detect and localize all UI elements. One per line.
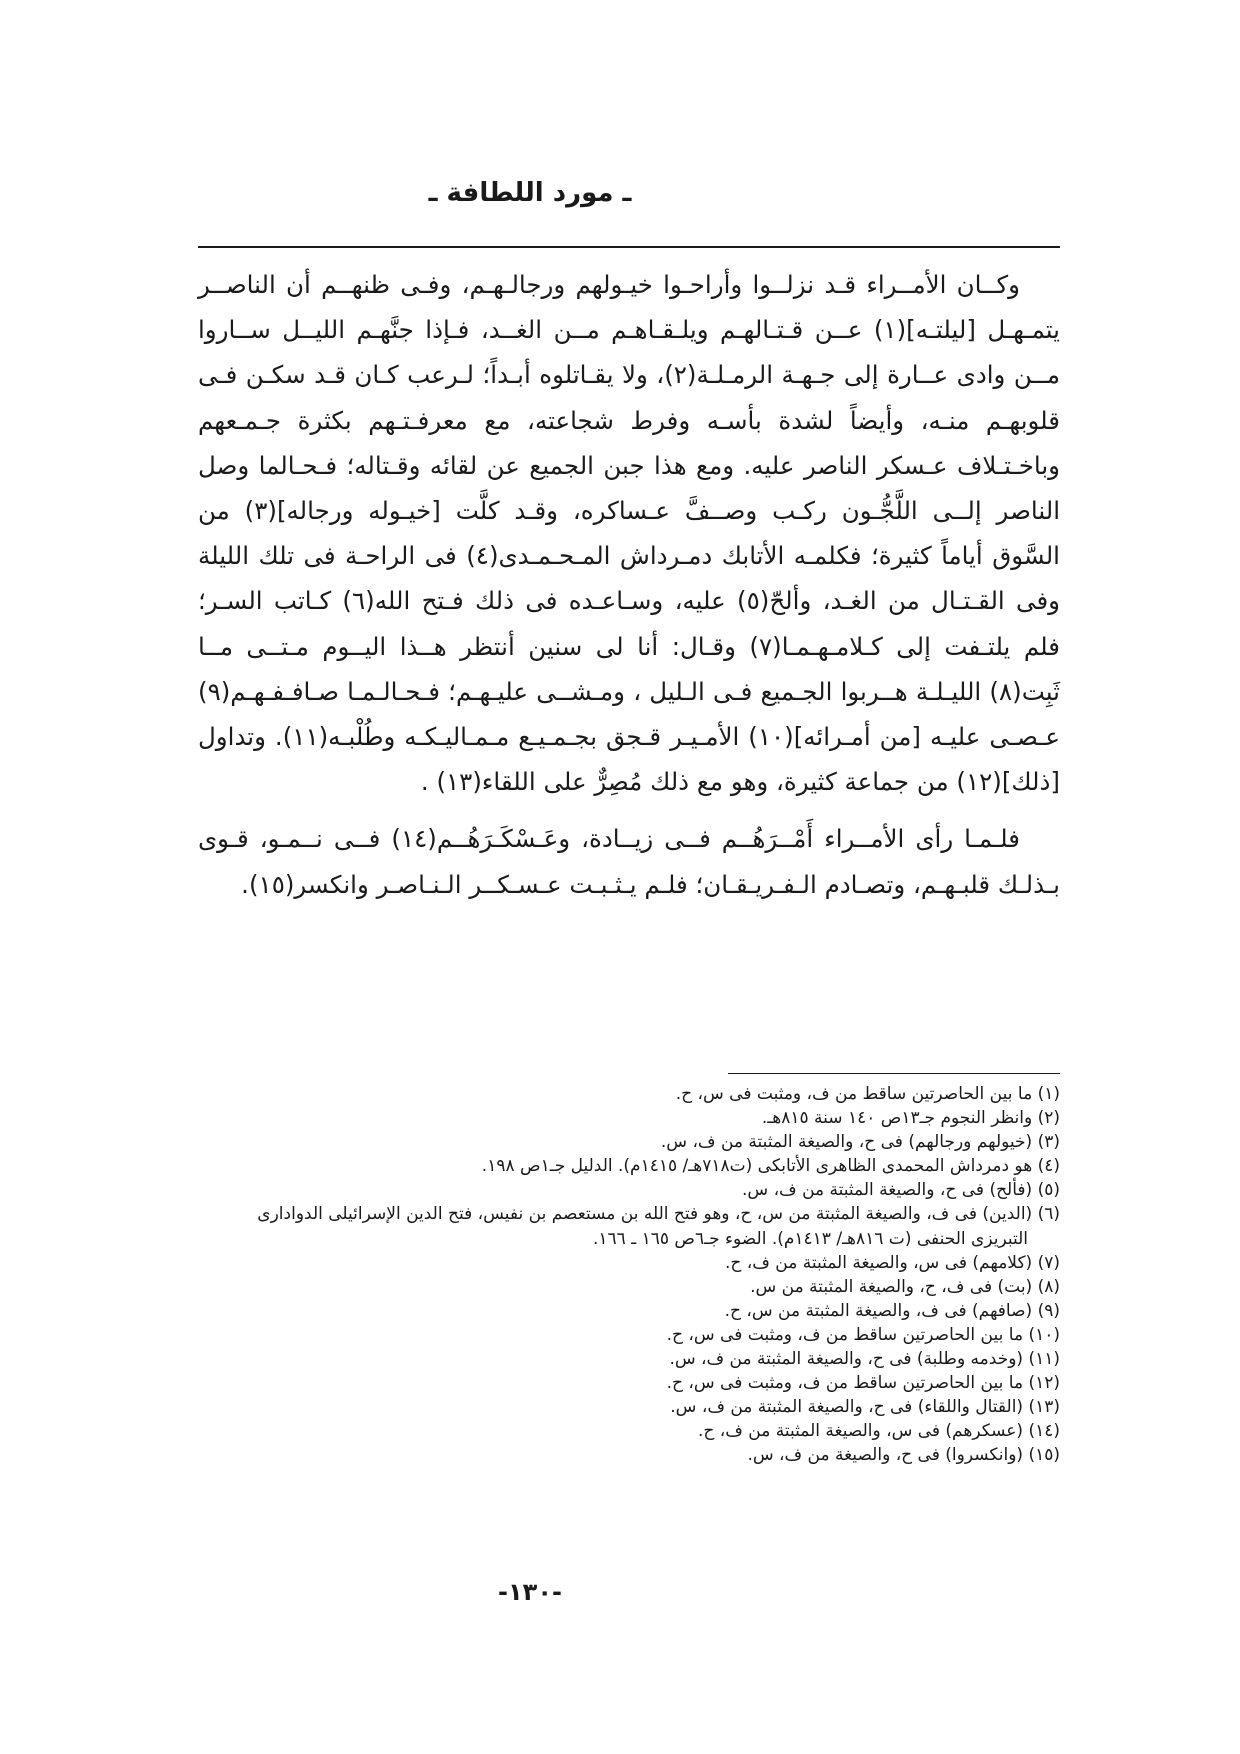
body-paragraph-2: فلـمـا رأى الأمــراء أَمْــرَهُــم فــى زيــادة، وعَـسْكَـرَهُــم(١٤) فــى نــمـو، قـوى بـذلـك قلبـهـم، وتصـادم الـفـريـقـان؛ فلـم يـثـبـت عـسـكــر الـنـاصـر وانكسر(١٥). (198, 824, 1060, 899)
footnote-8: (٨) (بت) فى ف، ح، والصيغة المثبتة من س. (750, 1276, 1060, 1297)
footnote-2: (٢) وانظر النجوم جـ١٣ص ١٤٠ سنة ٨١٥هـ. (761, 1108, 1060, 1129)
footnote-11: (١١) (وخدمه وطلبة) فى ح، والصيغة المثبتة من ف، س. (669, 1349, 1060, 1370)
footnote-13: (١٣) (القتال واللقاء) فى ح، والصيغة المثبتة من ف، س. (670, 1397, 1060, 1418)
footnote-4: (٤) هو دمرداش المحمدى الظاهرى الأتابكى (ت٧١٨هـ/ ١٤١٥م). الدليل جـ١ص ١٩٨. (481, 1156, 1060, 1177)
header-divider (198, 246, 1060, 248)
footnote-9: (٩) (صافهم) فى ف، والصيغة المثبتة من س، ح. (724, 1300, 1060, 1321)
footnote-divider (728, 1073, 1060, 1074)
footnote-5: (٥) (فألح) فى ح، والصيغة المثبتة من ف، س. (742, 1180, 1060, 1201)
footnote-7: (٧) (كلامهم) فى س، والصيغة المثبتة من ف، ح. (724, 1252, 1060, 1273)
main-text (198, 262, 1060, 907)
footnote-1: (١) ما بين الحاصرتين ساقط من ف، ومثبت فى س، ح. (675, 1084, 1060, 1104)
footnote-6: (٦) (الدين) فى ف، والصيغة المثبتة من س، ح، وهو فتح الله بن مستعصم بن نفيس، فتح الدين الإسرائيلى الدوادارى التبريزى الحنفى (ت ٨١٦هـ/ ١٤١٣م). الضوء جـ٦ص ١٦٥ ـ ١٦٦. (257, 1204, 1060, 1249)
page-number: -١٣٠- (498, 1578, 562, 1606)
page-header-title: ـ مورد اللطافة ـ (428, 178, 632, 208)
footnote-3: (٣) (خيولهم ورجالهم) فى ح، والصيغة المثبتة من ف، س. (660, 1132, 1060, 1153)
footnotes-list (198, 1082, 1060, 1468)
footnote-12: (١٢) ما بين الحاصرتين ساقط من ف، ومثبت فى س، ح. (666, 1373, 1060, 1394)
footnote-10: (١٠) ما بين الحاصرتين ساقط من ف، ومثبت فى س، ح. (666, 1324, 1060, 1345)
footnote-15: (١٥) (وانكسروا) فى ح، والصيغة من ف، س. (747, 1445, 1060, 1466)
body-paragraph-1: وكــان الأمــراء قـد نزلــوا وأراحـوا خيـولهم ورجالـهـم، وفـى ظنهــم أن الناصــر يتمـهـل [ليلتـه](١) عــن قـتـالهـم ويلـقـاهـم مــن الغــد، فـإذا جنَّهـم الليــل ســاروا مــن وادى عــارة إلى جـهـة الرمـلـة(٢)، ولا يقـاتلوه أبـداً؛ لـرعب كـان قـد سكـن فـى قلوبهـم منـه، وأيضاً لشدة بأسـه وفرط شجاعته، مع معرفـتـهم بكثرة جـمـعهم وباخـتـلاف عـسكر الناصر عليه. ومع هذا جبن الجميع عن لقائه وقـتاله؛ فـحـالما وصل الناصر إلــى اللَّجُّـون ركـب وصــفَّ عـساكره، وقـد كلَّت [خيـوله ورجاله](٣) من السَّوق أياماً كثيرة؛ فكلمـه الأتابك دمـرداش المـحـمـدى(٤) فى الراحـة فى تلك الليلة وفى القـتـال من الغـد، وألحّ(٥) عليه، وسـاعـده فى ذلك فـتح الله(٦) كـاتب السـر؛ فلم يلتـفت إلى كـلامـهـمـا(٧) وقـال: أنا لى سنين أنتظر هــذا اليــوم مـتــى مــا ثَبِت(٨) الليـلـة هــربوا الجـميع فـى الـليل ، ومـشــى عليـهـم؛ فـحـالـمـا صـافـفـهـم(٩) عـصـى عليـه [من أمـرائه](١٠) الأمـيـر قـجق بجـمـيـع مـمـاليـكـه وطُلْبـه(١١). وتداول [ذلك](١٢) من جماعة كثيرة، وهو مع ذلك مُصِرٌّ على اللقاء(١٣) . (198, 270, 1061, 797)
footnote-14: (١٤) (عسكرهم) فى س، والصيغة المثبتة من ف، ح. (698, 1421, 1060, 1442)
